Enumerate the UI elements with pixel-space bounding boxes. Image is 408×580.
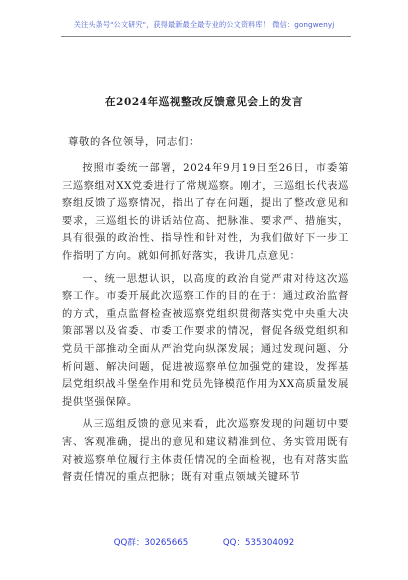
paragraph: 从三巡组反馈的意见来看，此次巡察发现的问题切中要害、客观准确，提出的意见和建议精准到位、务实管用既有对被巡察单位履行主体责任情况的全面检视，也有对落实监督责任情况的重点把脉；既有对重点领域关键环节 — [62, 419, 349, 484]
paragraph: 按照市委统一部署，2024年9月19日至26日，市委第三巡察组对XX党委进行了常规巡察。刚才，三巡组长代表巡察组反馈了巡察情况，指出了存在问题，提出了整改意见和要求，三巡组长的讲话站位高、把脉准、要求严、措施实，具有很强的政治性、指导性和针对性，为我们做好下一步工作指明了方向。就如何抓好落实，我讲几点意见： — [62, 163, 349, 262]
qq-group-text: QQ群：30265665 — [113, 538, 189, 548]
header-divider — [61, 36, 351, 37]
paragraph: 一、统一思想认识，以高度的政治自觉严肃对待这次巡察工作。市委开展此次巡察工作的目的在于：通过政治监督的方式，重点监督检查被巡察党组织贯彻落实党中央重大决策部署以及省委、市委工作要求的情况，督促各级党组织和党员干部推动全面从严治党向纵深发展；通过发现问题、分析问题、解决问题，促进被巡察单位加强党的建设，发挥基层党组织战斗堡垒作用和党员先锋模范作用为XX高质量发展提供坚强保障。 — [62, 273, 349, 408]
qq-contact-text: QQ：535304092 — [222, 538, 295, 548]
document-body — [62, 160, 349, 487]
salutation: 尊敬的各位领导，同志们： — [68, 136, 200, 148]
document-title: 在2024年巡视整改反馈意见会上的发言 — [104, 96, 304, 108]
header-notice: 关注头条号"公文研究"，获得最新最全最专业的公文资料库！ 微信：gongwenyj — [73, 20, 335, 29]
footer-contact — [0, 536, 408, 548]
